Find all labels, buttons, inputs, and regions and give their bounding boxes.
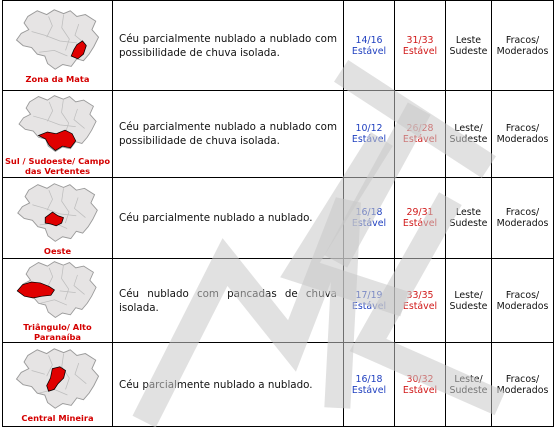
max-temperature-cell xyxy=(395,178,446,259)
min-temperature-cell xyxy=(344,178,395,259)
wind-direction-line-2: Sudeste xyxy=(449,300,488,312)
wind-intensity-cell xyxy=(492,1,554,91)
region-map-cell xyxy=(3,343,113,427)
max-temperature: 26/28 xyxy=(406,123,434,134)
minas-gerais-map-image xyxy=(10,93,106,155)
region-map-cell xyxy=(3,1,113,91)
region-name: Triângulo/ Alto Paranaíba xyxy=(23,322,92,342)
min-temperature: 17/19 xyxy=(355,289,383,301)
wind-direction-line-1: Leste/ xyxy=(454,123,483,134)
max-temperature-cell xyxy=(395,259,446,343)
max-temperature: 33/35 xyxy=(406,289,434,301)
forecast-row-sul-sudoeste-campo-das-vertentes xyxy=(3,91,554,178)
wind-direction-line-2: Sudeste xyxy=(449,218,488,229)
wind-direction-line-2: Sudeste xyxy=(449,384,488,396)
wind-intensity-line-1: Fracos/ xyxy=(505,289,540,301)
max-temperature-trend: Estável xyxy=(402,218,438,229)
wind-intensity-line-2: Moderados xyxy=(496,300,549,312)
wind-direction-cell xyxy=(446,178,492,259)
max-temperature-trend: Estável xyxy=(402,384,438,396)
minas-gerais-map-image xyxy=(10,181,106,245)
max-temperature-trend: Estável xyxy=(402,300,438,312)
wind-intensity-cell xyxy=(492,343,554,427)
max-temperature-cell xyxy=(395,91,446,178)
forecast-row-oeste xyxy=(3,178,554,259)
min-temperature-trend: Estável xyxy=(351,134,387,145)
wind-intensity-line-2: Moderados xyxy=(496,134,549,145)
minas-gerais-map-image xyxy=(10,7,106,73)
min-temperature-cell xyxy=(344,343,395,427)
forecast-row-central-mineira xyxy=(3,343,554,427)
min-temperature-trend: Estável xyxy=(351,218,387,229)
minas-gerais-map-image xyxy=(10,259,106,321)
region-name: Central Mineira xyxy=(21,413,94,423)
region-name: Sul / Sudoeste/ Campo das Vertentes xyxy=(4,155,111,176)
max-temperature-trend: Estável xyxy=(402,45,438,57)
min-temperature-trend: Estável xyxy=(351,45,387,57)
wind-direction-line-1: Leste xyxy=(455,207,482,218)
region-map-cell xyxy=(3,178,113,259)
wind-intensity-line-1: Fracos/ xyxy=(505,373,540,385)
wind-direction-cell xyxy=(446,1,492,91)
min-temperature: 14/16 xyxy=(355,34,383,46)
max-temperature: 30/32 xyxy=(406,373,434,385)
min-temperature: 10/12 xyxy=(355,123,383,134)
wind-intensity-cell xyxy=(492,259,554,343)
min-temperature-trend: Estável xyxy=(351,300,387,312)
max-temperature-cell xyxy=(395,343,446,427)
wind-direction-line-1: Leste/ xyxy=(454,289,483,301)
wind-direction-cell xyxy=(446,259,492,343)
max-temperature: 29/31 xyxy=(406,207,434,218)
wind-intensity-line-2: Moderados xyxy=(496,45,549,57)
weather-description: Céu parcialmente nublado a nublado com possibilidade de chuva isolada. xyxy=(113,1,344,91)
wind-direction-line-1: Leste/ xyxy=(454,373,483,385)
max-temperature-trend: Estável xyxy=(402,134,438,145)
min-temperature-cell xyxy=(344,1,395,91)
wind-intensity-line-2: Moderados xyxy=(496,384,549,396)
wind-intensity-line-1: Fracos/ xyxy=(505,34,540,46)
weather-description: Céu parcialmente nublado a nublado com possibilidade de chuva isolada. xyxy=(113,91,344,178)
weather-description: Céu parcialmente nublado a nublado. xyxy=(113,178,344,259)
min-temperature-cell xyxy=(344,91,395,178)
max-temperature-cell xyxy=(395,1,446,91)
wind-direction-line-2: Sudeste xyxy=(449,134,488,145)
max-temperature: 31/33 xyxy=(406,34,434,46)
wind-intensity-line-1: Fracos/ xyxy=(505,123,540,134)
wind-intensity-line-2: Moderados xyxy=(496,218,549,229)
minas-gerais-map-image xyxy=(10,346,106,412)
forecast-row-zona-da-mata xyxy=(3,1,554,91)
wind-direction-line-1: Leste xyxy=(455,34,482,46)
min-temperature: 16/18 xyxy=(355,373,383,385)
region-name: Oeste xyxy=(43,245,72,256)
min-temperature: 16/18 xyxy=(355,207,383,218)
region-name: Zona da Mata xyxy=(25,74,90,84)
weather-description: Céu parcialmente nublado a nublado. xyxy=(113,343,344,427)
wind-intensity-cell xyxy=(492,91,554,178)
weather-description: Céu nublado com pancadas de chuva isolada. xyxy=(113,259,344,343)
forecast-row-triangulo-alto-paranaiba xyxy=(3,259,554,343)
wind-intensity-line-1: Fracos/ xyxy=(505,207,540,218)
forecast-table xyxy=(2,0,554,427)
min-temperature-trend: Estável xyxy=(351,384,387,396)
region-map-cell xyxy=(3,259,113,343)
min-temperature-cell xyxy=(344,259,395,343)
wind-intensity-cell xyxy=(492,178,554,259)
wind-direction-cell xyxy=(446,91,492,178)
wind-direction-cell xyxy=(446,343,492,427)
region-map-cell xyxy=(3,91,113,178)
wind-direction-line-2: Sudeste xyxy=(449,45,488,57)
